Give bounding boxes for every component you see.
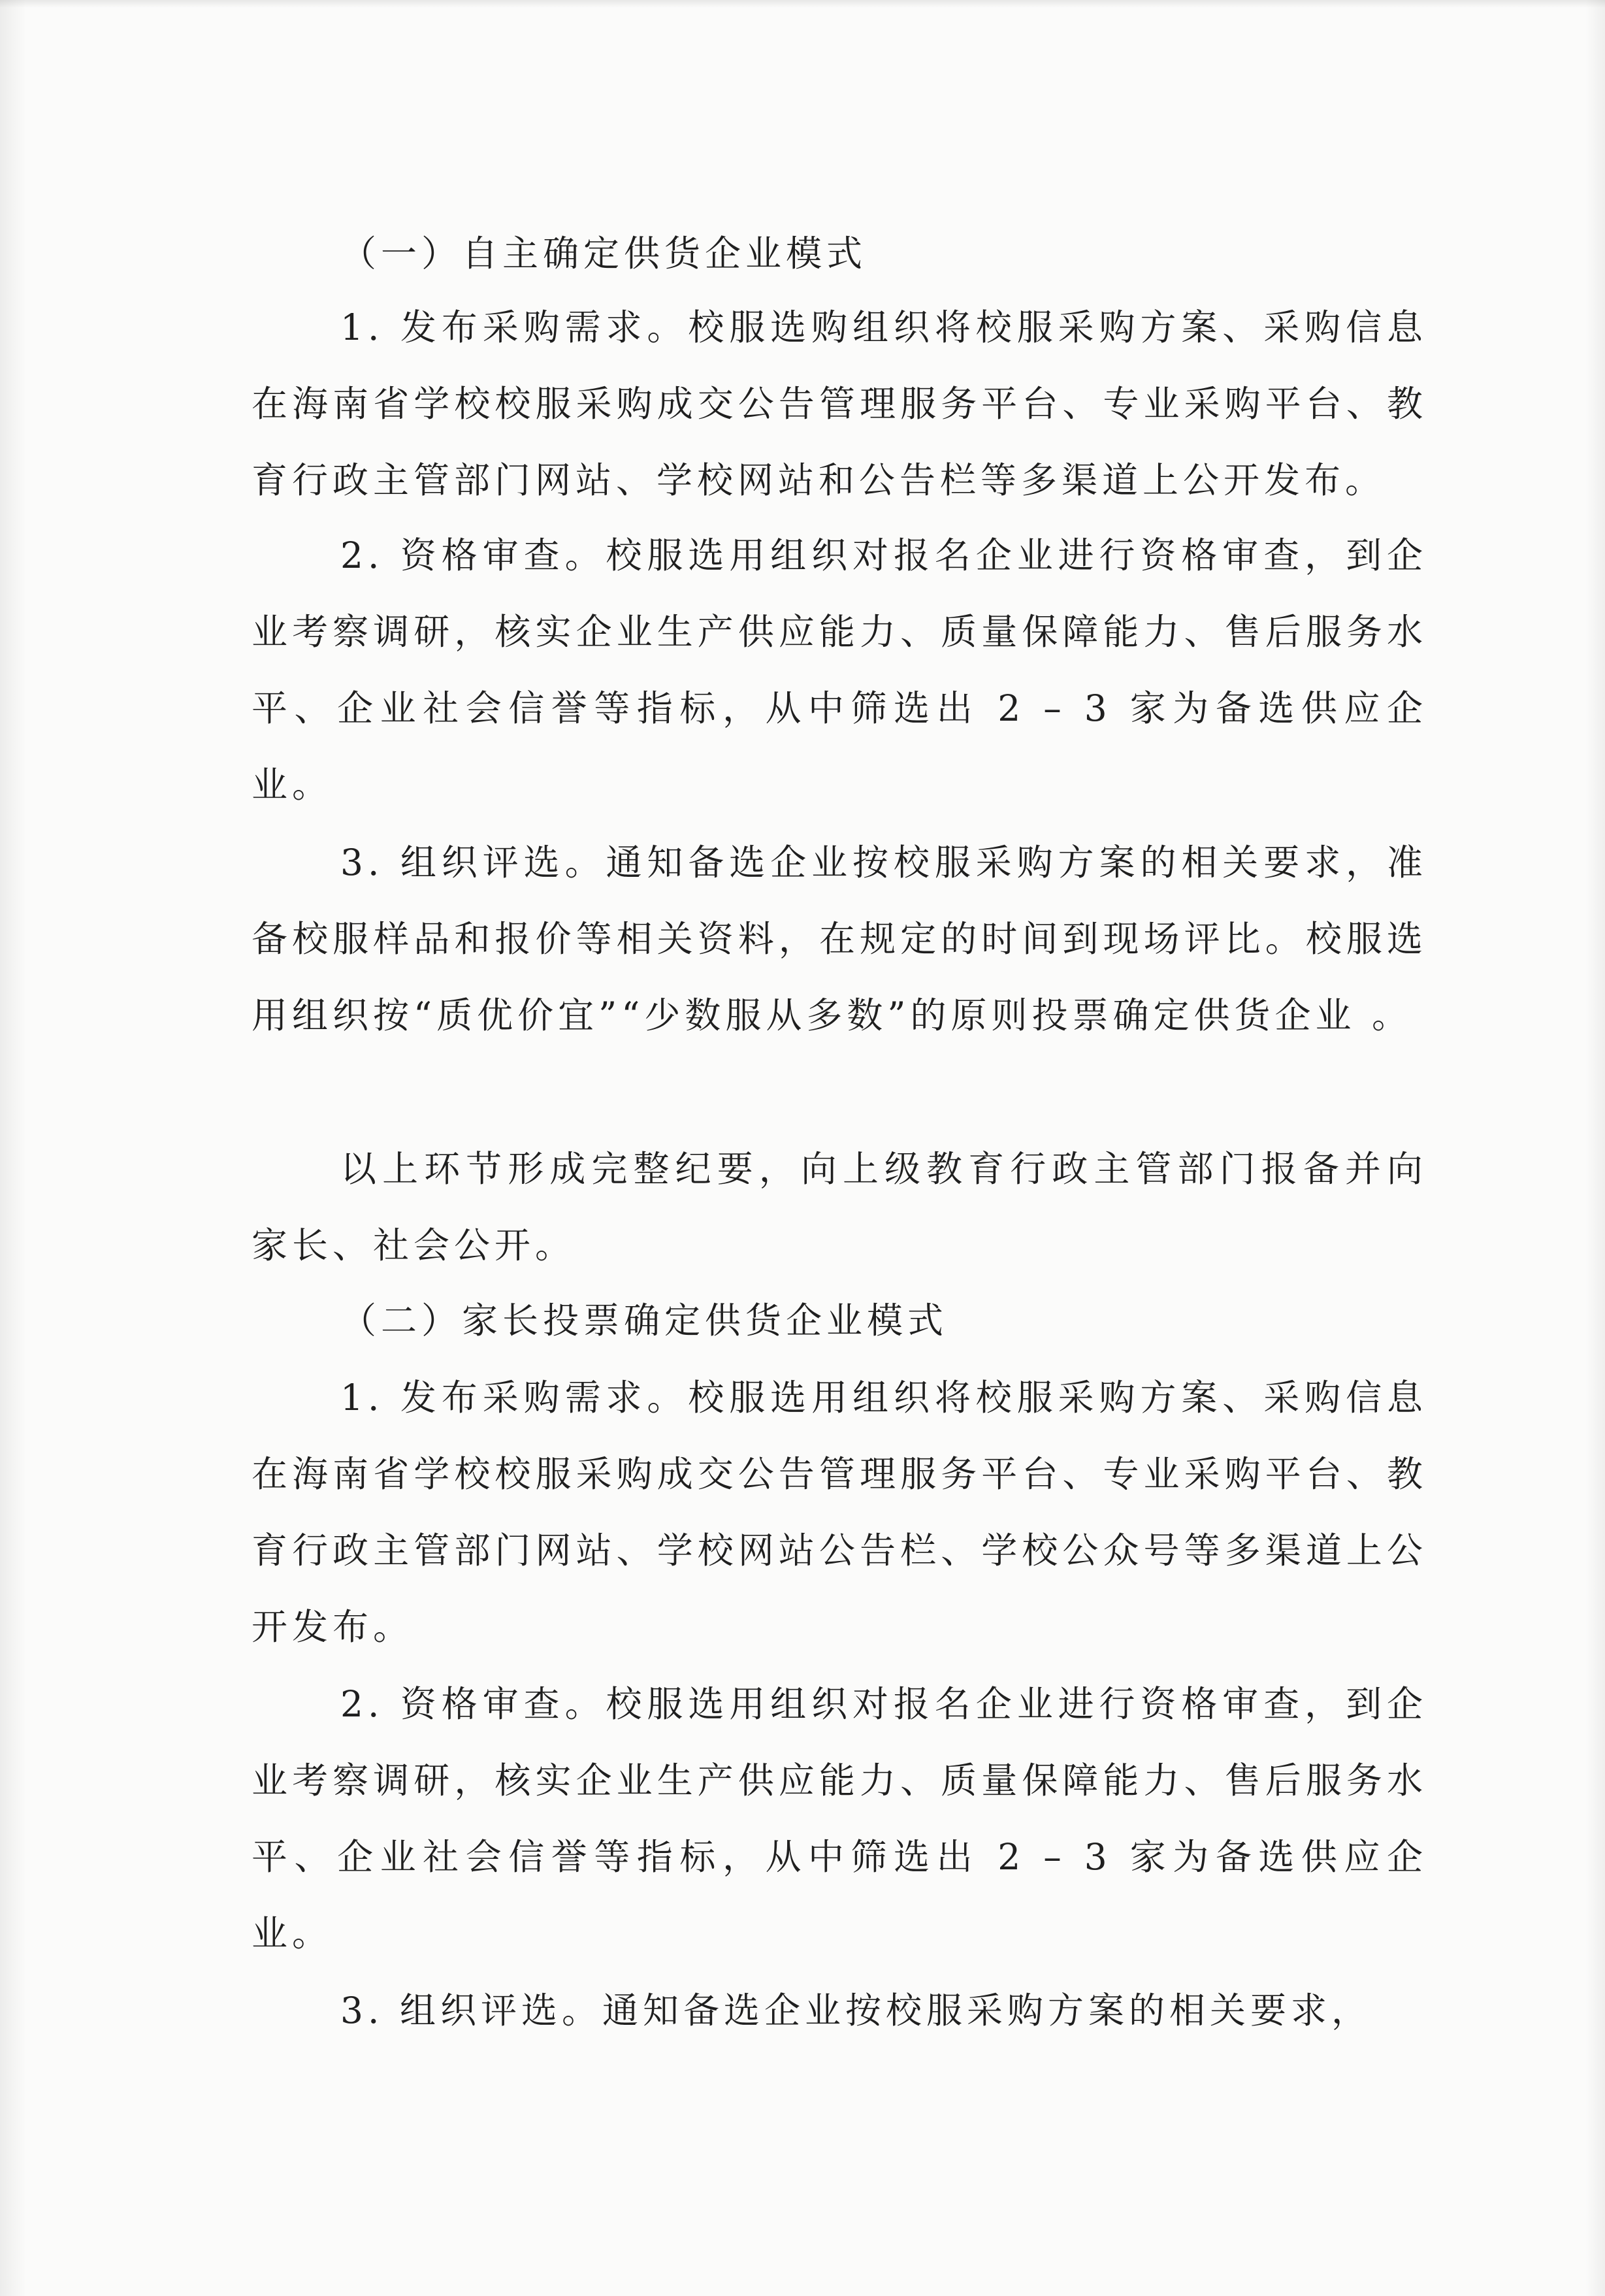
- paragraph-7: 3. 组织评选。通知备选企业按校服采购方案的相关要求，: [340, 1990, 1372, 2031]
- paragraph-4: 以上环节形成完整纪要，向上级教育行政主管部门报备并向家长、社会公开。: [251, 1148, 1427, 1266]
- section-heading-1: （一）自主确定供货企业模式: [340, 233, 867, 274]
- paragraph-3: 3. 组织评选。通知备选企业按校服采购方案的相关要求，准备校服样品和报价等相关资料，在规定的时间到现场评比。校服选用组织按“质优价宜”“少数服从多数”的原则投票确定供货企业 。: [251, 842, 1427, 1036]
- section-heading-2: （二）家长投票确定供货企业模式: [340, 1300, 948, 1341]
- scan-edge-shadow-right: [1585, 0, 1605, 2296]
- paragraph-6: 2. 资格审查。校服选用组织对报名企业进行资格审查，到企业考察调研，核实企业生产供应能力、质量保障能力、售后服务水平、企业社会信誉等指标，从中筛选出 2 – 3 家为备选供应企业。: [251, 1683, 1427, 1954]
- paragraph-5: 1. 发布采购需求。校服选用组织将校服采购方案、采购信息在海南省学校校服采购成交公告管理服务平台、专业采购平台、教育行政主管部门网站、学校网站公告栏、学校公众号等多渠道上公开发布。: [251, 1377, 1427, 1648]
- scan-edge-shadow-left: [0, 0, 26, 2296]
- paragraph-2: 2. 资格审查。校服选用组织对报名企业进行资格审查，到企业考察调研，核实企业生产供应能力、质量保障能力、售后服务水平、企业社会信誉等指标，从中筛选出 2 – 3 家为备选供应企业。: [251, 534, 1427, 806]
- scan-edge-shadow-top: [0, 0, 1605, 8]
- paragraph-1: 1. 发布采购需求。校服选购组织将校服采购方案、采购信息在海南省学校校服采购成交公告管理服务平台、专业采购平台、教育行政主管部门网站、学校网站和公告栏等多渠道上公开发布。: [251, 306, 1427, 501]
